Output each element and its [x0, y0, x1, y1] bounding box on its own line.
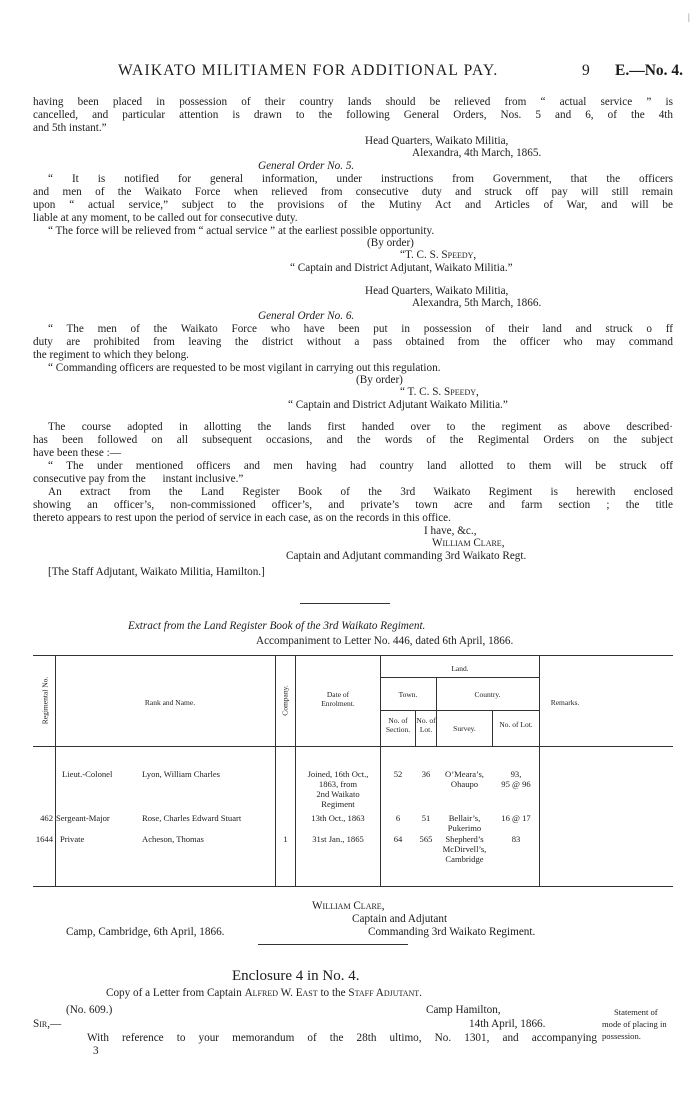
body-signer: William Clare,: [432, 537, 505, 549]
order6-hq-line-2: Alexandra, 5th March, 1866.: [412, 297, 542, 309]
table-signer: William Clare,: [312, 900, 385, 912]
order6-line-1: “ The men of the Waikato Force who have been put in possession of their land and struck o ff: [48, 323, 673, 335]
header-no-section: No. of Section.: [385, 716, 411, 734]
cell-company: 1: [283, 834, 288, 844]
header-town: Town.: [398, 690, 418, 699]
header-company: Company.: [280, 685, 290, 716]
cell-survey-1: Shepherd’s: [445, 834, 484, 844]
body-line-6: An extract from the Land Register Book of the 3rd Waikato Regiment is herewith enclosed: [48, 486, 673, 498]
table-top-rule: [33, 655, 673, 656]
body-line-4: “ The under mentioned officers and men having had country land allotted to them will be struck off: [48, 460, 673, 472]
order6-line-4: “ Commanding officers are requested to be most vigilant in carrying out this regulation.: [48, 362, 441, 374]
intro-line-3: and 5th instant.”: [33, 122, 107, 134]
body-line-5: consecutive pay from the instant inclusive.”: [33, 473, 244, 485]
cell-date-3: 2nd Waikato: [316, 789, 360, 799]
cell-survey-1: Bellair’s,: [448, 813, 481, 823]
header-rank-name: Rank and Name.: [144, 698, 196, 707]
enclosure-date: 14th April, 1866.: [469, 1018, 546, 1030]
order5-heading: General Order No. 5.: [258, 160, 355, 172]
body-signer-title: Captain and Adjutant commanding 3rd Waikato Regt.: [286, 550, 527, 562]
town-country-rule: [380, 710, 539, 711]
cell-date-2: 1863, from: [318, 779, 358, 789]
header-reg-no: Regimental No.: [40, 676, 50, 725]
cell-lot: 36: [421, 769, 431, 779]
body-closing: I have, &c.,: [424, 525, 477, 537]
enclosure-copy-line: [106, 987, 422, 1000]
table-sign-place: Camp, Cambridge, 6th April, 1866.: [66, 926, 225, 938]
cell-name: Lyon, William Charles: [142, 769, 221, 779]
cell-name: Rose, Charles Edward Stuart: [142, 813, 242, 823]
cell-country-lot-1: 83: [511, 834, 521, 844]
order6-line-3: the regiment to which they belong.: [33, 349, 189, 361]
header-country: Country.: [474, 690, 501, 699]
cell-rank: Sergeant-Major: [56, 813, 110, 823]
enclosure-ref: (No. 609.): [66, 1004, 113, 1016]
cell-lot: 51: [421, 813, 431, 823]
body-line-2: has been followed on all subsequent occasions, and the words of the Regimental Orders on the subject: [33, 434, 673, 446]
cell-name: Acheson, Thomas: [142, 834, 204, 844]
order6-by-order: (By order): [356, 374, 403, 386]
order6-line-2: duty are prohibited from leaving the district without a pass obtained from the officer who may command: [33, 336, 673, 348]
enclosure-line-1: With reference to your memorandum of the 28th ultimo, No. 1301, and accompanying: [87, 1032, 597, 1044]
header-no-lot: No. of Lot.: [416, 716, 436, 734]
order6-hq-line-1: Head Quarters, Waikato Militia,: [365, 285, 509, 297]
margin-note-1: Statement of: [614, 1007, 658, 1017]
order6-heading: General Order No. 6.: [258, 310, 355, 322]
page-foot-number: 3: [93, 1045, 99, 1057]
table-signer-title-2: Commanding 3rd Waikato Regiment.: [368, 926, 536, 938]
table-header-rule: [33, 746, 673, 747]
body-line-3: have been these :—: [33, 447, 121, 459]
running-header: [0, 62, 700, 82]
order5-by-order: (By order): [367, 237, 414, 249]
running-title: WAIKATO MILITIAMEN FOR ADDITIONAL PAY.: [118, 62, 499, 79]
cell-section: 52: [393, 769, 403, 779]
section-divider: [300, 603, 390, 604]
copy-mid: to the: [320, 987, 346, 999]
page-number: 9: [582, 62, 590, 79]
enclosure-salutation: Sir,—: [33, 1018, 62, 1030]
cell-date-1: Joined, 16th Oct.,: [307, 769, 369, 779]
cell-country-lot-1: 93,: [510, 769, 522, 779]
cell-survey-3: Cambridge: [445, 854, 484, 864]
intro-line-2: cancelled, and particular attention is drawn to the following General Orders, Nos. 5 and 6, of the 4th: [33, 109, 673, 121]
cell-country-lot-2: 95 @ 96: [501, 779, 531, 789]
cell-country-lot-1: 16 @ 17: [501, 813, 531, 823]
cell-date-1: 13th Oct., 1863: [311, 813, 365, 823]
extract-title: Extract from the Land Register Book of the 3rd Waikato Regiment.: [128, 620, 426, 632]
order6-signer: “ T. C. S. Speedy,: [400, 386, 479, 398]
paper-number: E.—No. 4.: [615, 62, 684, 79]
cell-section: 64: [393, 834, 403, 844]
intro-line-1: having been placed in possession of their country lands should be relieved from “ actual service ” is: [33, 96, 673, 108]
order5-line-5: “ The force will be relieved from “ actual service ” at the earliest possible opportunity.: [48, 225, 435, 237]
body-line-8: thereto appears to rest upon the period of service in each case, as on the records in this office.: [33, 512, 451, 524]
header-land: Land.: [451, 664, 469, 673]
cell-lot: 565: [419, 834, 433, 844]
cell-rank: Lieut.-Colonel: [62, 769, 113, 779]
cell-date-4: Regiment: [321, 799, 355, 809]
header-no-lot-country: No. of Lot.: [499, 720, 533, 729]
order5-line-4: liable at any moment, to be called out for consecutive duty.: [33, 212, 298, 224]
header-survey: Survey.: [453, 724, 476, 733]
cell-survey-2: Ohaupo: [450, 779, 479, 789]
body-addressee: [The Staff Adjutant, Waikato Militia, Hamilton.]: [48, 566, 265, 578]
cell-date-1: 31st Jan., 1865: [312, 834, 364, 844]
corner-mark: |: [688, 12, 690, 22]
table-signer-title-1: Captain and Adjutant: [352, 913, 448, 925]
cell-section: 6: [395, 813, 401, 823]
copy-prefix: Copy of a Letter from Captain: [106, 987, 242, 999]
col-rule-5: [436, 677, 437, 746]
order5-signer-title: “ Captain and District Adjutant, Waikato Militia.”: [290, 262, 513, 274]
from-name: Alfred W. East: [244, 987, 318, 999]
cell-survey-1: O’Meara’s,: [445, 769, 484, 779]
header-date: Date of Enrolment.: [321, 690, 355, 708]
enclosure-divider: [258, 944, 408, 945]
cell-survey-2: Pukerimo: [447, 823, 482, 833]
order5-hq-line-1: Head Quarters, Waikato Militia,: [365, 135, 509, 147]
col-rule-2: [275, 655, 276, 886]
cell-survey-2: McDirvell’s,: [442, 844, 487, 854]
header-remarks: Remarks.: [550, 698, 580, 707]
cell-reg: 462: [40, 813, 53, 823]
col-rule-6: [539, 655, 540, 886]
cell-rank: Private: [60, 834, 85, 844]
table-bottom-rule: [33, 886, 673, 887]
extract-subtitle: Accompaniment to Letter No. 446, dated 6th April, 1866.: [256, 635, 514, 647]
order5-signer: “T. C. S. Speedy,: [400, 249, 477, 261]
col-rule-1: [55, 655, 56, 886]
enclosure-place: Camp Hamilton,: [426, 1004, 501, 1016]
cell-reg: 1644: [35, 834, 53, 844]
enclosure-title: Enclosure 4 in No. 4.: [232, 968, 360, 984]
order6-signer-title: “ Captain and District Adjutant Waikato Militia.”: [288, 399, 508, 411]
order5-hq-line-2: Alexandra, 4th March, 1865.: [412, 147, 542, 159]
margin-note-3: possession.: [602, 1031, 641, 1041]
to-name: Staff Adjutant.: [348, 987, 422, 999]
order5-line-3: upon “ actual service,” subject to the provisions of the Mutiny Act and Articles of War, and will be: [33, 199, 673, 211]
land-rule: [380, 677, 539, 678]
body-line-1: The course adopted in allotting the lands first handed over to the regiment as above described·: [48, 421, 673, 433]
body-line-7: showing an officer’s, non-commissioned officer’s, and private’s town acre and farm section ; the title: [33, 499, 673, 511]
order5-line-2: and men of the Waikato Force when relieved from consecutive duty and struck off pay will still remain: [33, 186, 673, 198]
margin-note-2: mode of placing in: [602, 1019, 667, 1029]
order5-line-1: “ It is notified for general information, under instructions from Government, that the officers: [48, 173, 673, 185]
